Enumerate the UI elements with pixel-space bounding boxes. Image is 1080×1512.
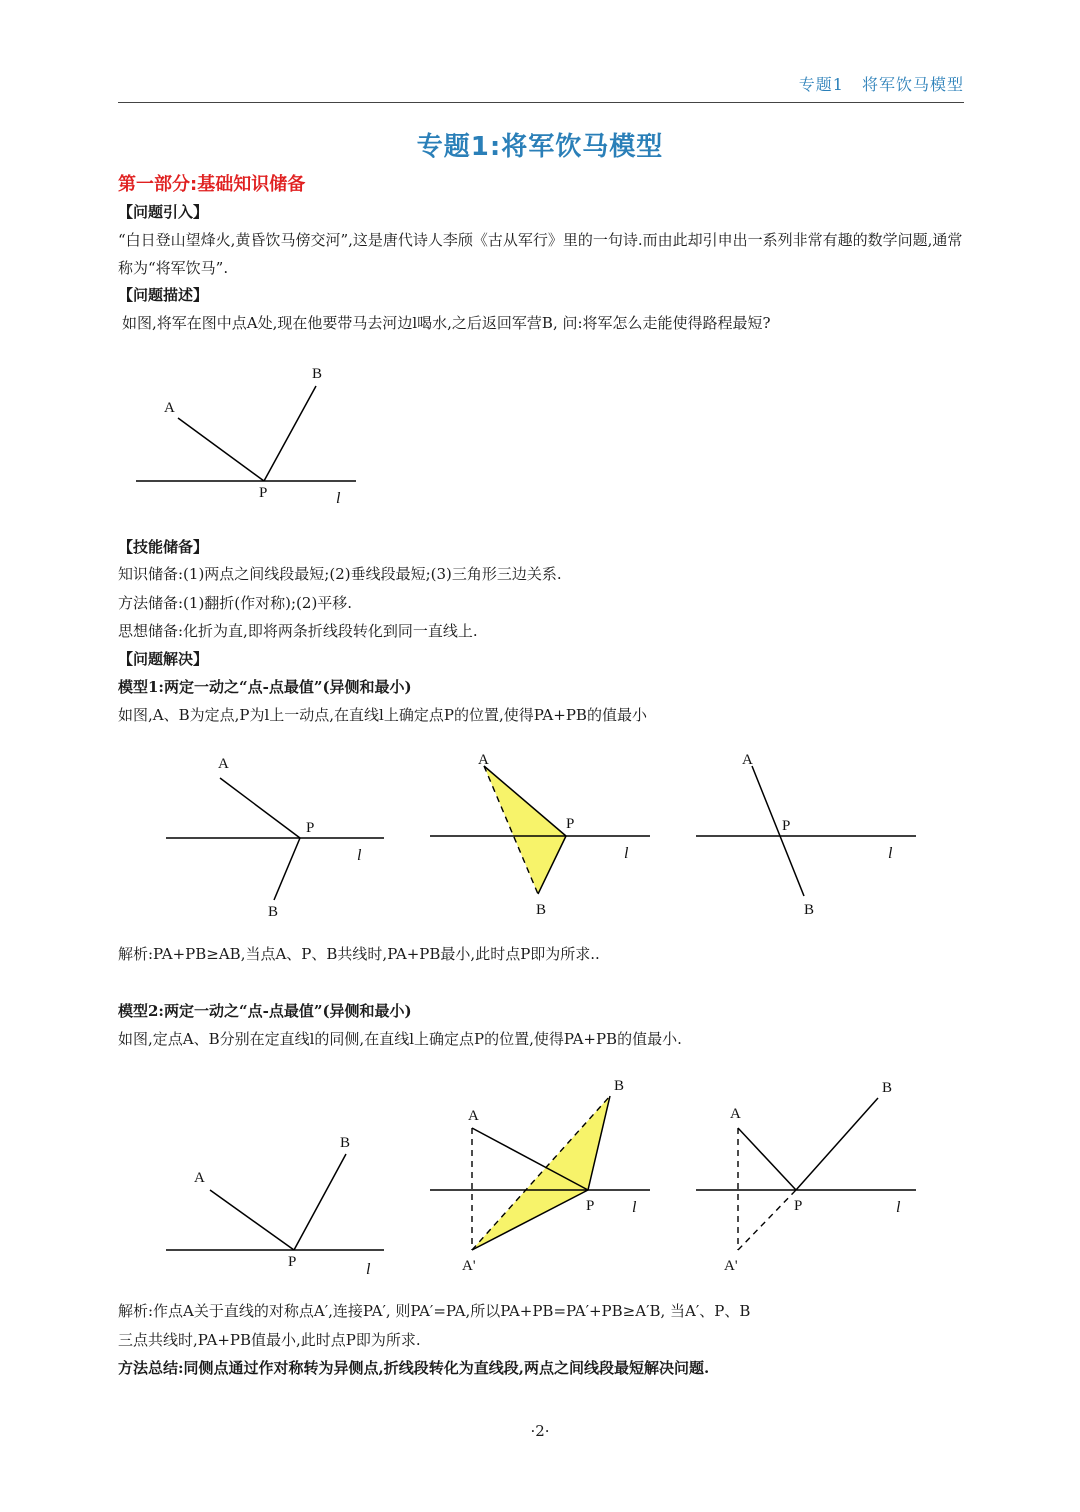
figure-model2-b — [428, 1072, 668, 1282]
label-b: B — [536, 902, 547, 918]
label-b: B — [882, 1080, 893, 1096]
segment-ap — [738, 1128, 796, 1190]
label-l: l — [357, 847, 362, 864]
segment-ap — [178, 418, 264, 481]
figure-problem — [130, 360, 370, 510]
segment-pb — [274, 838, 300, 900]
model2-analysis-2: 三点共线时,PA+PB值最小,此时点P即为所求. — [118, 1331, 421, 1349]
model2-summary: 方法总结:同侧点通过作对称转为异侧点,折线段转化为直线段,两点之间线段最短解决问题. — [118, 1359, 710, 1377]
figure-model1-b — [428, 748, 668, 923]
model2-analysis-1: 解析:作点A关于直线的对称点A′,连接PA′, 则PA′=PA,所以PA+PB=PA′+PB≥A′B, 当A′、P、B — [118, 1302, 751, 1320]
model1-analysis: 解析:PA+PB≥AB,当点A、P、B共线时,PA+PB最小,此时点P即为所求.. — [118, 945, 600, 963]
page-title: 专题1:将军饮马模型 — [416, 132, 664, 162]
running-head — [118, 72, 964, 103]
skills-method: 方法储备:(1)翻折(作对称);(2)平移. — [118, 594, 353, 612]
label-aprime: A' — [724, 1258, 738, 1274]
label-l: l — [632, 1199, 637, 1216]
segment-ap — [210, 1190, 294, 1250]
label-b: B — [312, 366, 323, 382]
figure-model1-c — [694, 748, 934, 923]
segment-aprime-p-dashed — [738, 1190, 796, 1250]
label-l: l — [336, 490, 341, 507]
skills-label: 【技能储备】 — [118, 538, 209, 556]
segment-ab — [752, 766, 804, 896]
segment-pb — [796, 1098, 878, 1190]
label-p: P — [288, 1254, 297, 1270]
header-chapter: 专题1 — [798, 75, 844, 94]
model2-title: 模型2:两定一动之“点-点最值”(异侧和最小) — [118, 1002, 412, 1020]
label-p: P — [306, 820, 315, 836]
page-number: ·2· — [530, 1422, 550, 1440]
figure-model2-a — [160, 1128, 400, 1278]
label-p: P — [259, 485, 268, 501]
label-p: P — [794, 1198, 803, 1214]
section-heading: 第一部分:基础知识储备 — [118, 174, 306, 195]
label-l: l — [896, 1199, 901, 1216]
figure-model2-c — [694, 1072, 934, 1282]
model2-text: 如图,定点A、B分别在定直线l的同侧,在直线l上确定点P的位置,使得PA+PB的值最小. — [118, 1030, 682, 1048]
label-b: B — [340, 1135, 351, 1151]
triangle-apb — [484, 766, 566, 894]
label-p: P — [782, 818, 791, 834]
label-b: B — [614, 1078, 625, 1094]
label-a: A — [730, 1106, 741, 1122]
label-a: A — [218, 756, 229, 772]
label-b: B — [268, 904, 279, 920]
skills-knowledge: 知识储备:(1)两点之间线段最短;(2)垂线段最短;(3)三角形三边关系. — [118, 565, 562, 583]
desc-label: 【问题描述】 — [118, 286, 209, 304]
label-p: P — [586, 1198, 595, 1214]
skills-thought: 思想储备:化折为直,即将两条折线段转化到同一直线上. — [118, 622, 478, 640]
label-a: A — [742, 752, 753, 768]
desc-text: 如图,将军在图中点A处,现在他要带马去河边l喝水,之后返回军营B, 问:将军怎么走能使得路程最短? — [122, 314, 771, 332]
intro-text: “白日登山望烽火,黄昏饮马傍交河”,这是唐代诗人李颀《古从军行》里的一句诗.而由此却引申出一系列非常有趣的数学问题,通常称为“将军饮马”. — [118, 231, 963, 277]
label-a: A — [468, 1108, 479, 1124]
model1-text: 如图,A、B为定点,P为l上一动点,在直线l上确定点P的位置,使得PA+PB的值最小 — [118, 706, 647, 724]
segment-pb — [264, 386, 316, 481]
figure-model1-a — [160, 748, 400, 923]
segment-pb — [294, 1154, 346, 1250]
label-b: B — [804, 902, 815, 918]
header-topic: 将军饮马模型 — [861, 75, 964, 94]
label-p: P — [566, 816, 575, 832]
solve-label: 【问题解决】 — [118, 650, 209, 668]
label-l: l — [366, 1261, 371, 1278]
label-a: A — [164, 400, 175, 416]
model1-title: 模型1:两定一动之“点-点最值”(异侧和最小) — [118, 678, 412, 696]
intro-label: 【问题引入】 — [118, 203, 209, 221]
label-aprime: A' — [462, 1258, 476, 1274]
label-l: l — [888, 845, 893, 862]
label-l: l — [624, 845, 629, 862]
label-a: A — [478, 752, 489, 768]
label-a: A — [194, 1170, 205, 1186]
segment-ap — [220, 778, 300, 838]
